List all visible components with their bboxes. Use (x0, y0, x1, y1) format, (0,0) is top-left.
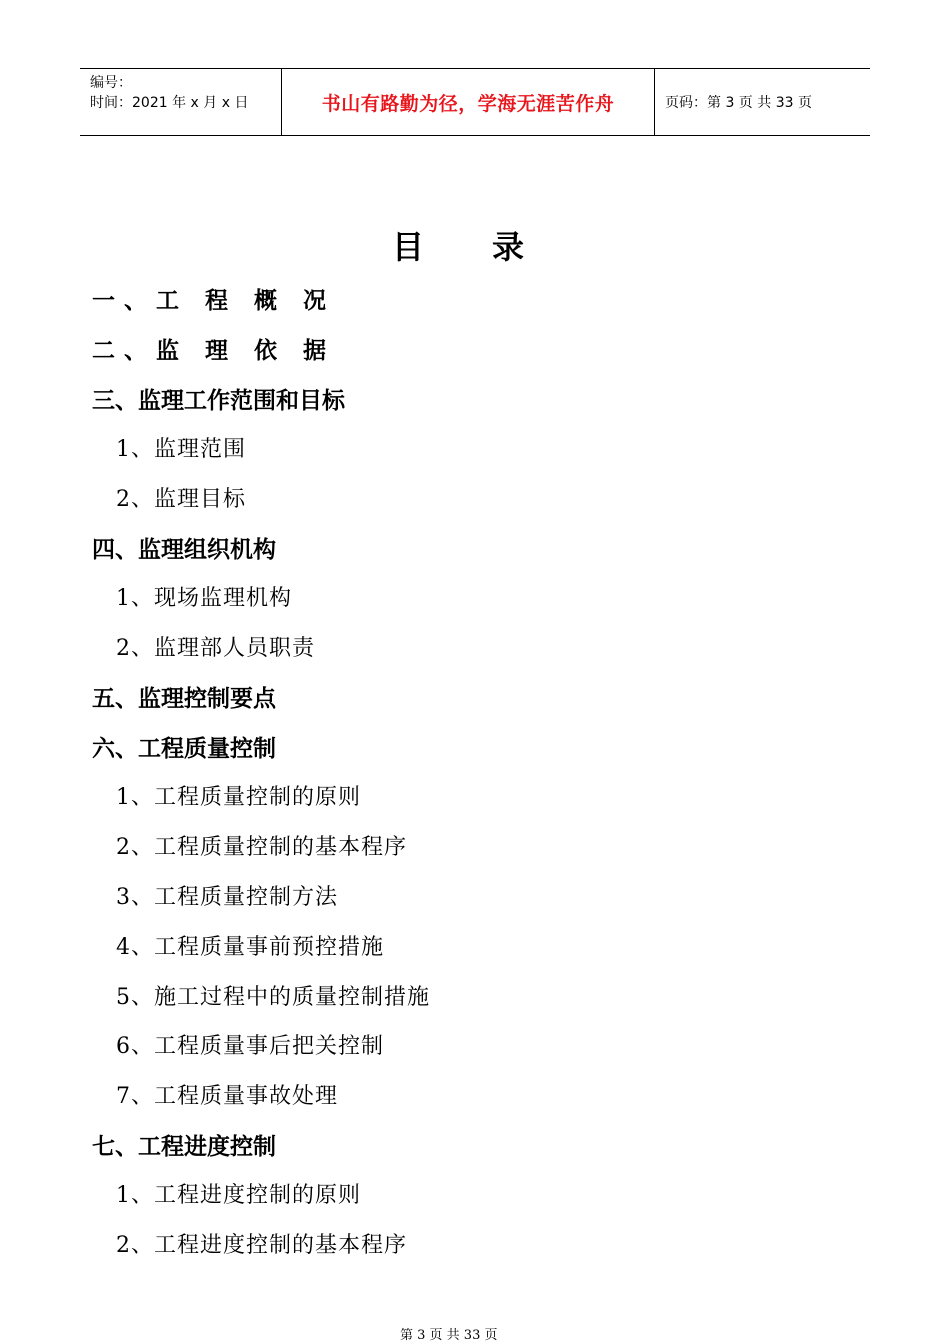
toc-entry: 七、工程进度控制 (92, 1134, 276, 1160)
toc-entry: 2、工程质量控制的基本程序 (116, 835, 407, 860)
toc-entry: 六、工程质量控制 (92, 736, 276, 762)
page-footer: 第 3 页 共 33 页 (400, 1328, 498, 1343)
toc-entry: 2、工程进度控制的基本程序 (116, 1233, 407, 1258)
document-time-label: 时间：2021 年 x 月 x 日 (90, 95, 249, 111)
toc-entry: 四、监理组织机构 (92, 537, 276, 563)
toc-entry: 2、监理部人员职责 (116, 636, 315, 661)
page-title: 目录 (391, 228, 592, 266)
toc-entry: 三、监理工作范围和目标 (92, 388, 345, 414)
toc-entry: 1、现场监理机构 (116, 586, 292, 611)
toc-entry: 一、工 程 概 况 (92, 288, 336, 314)
toc-entry: 2、监理目标 (116, 487, 246, 512)
header-page-info: 页码：第 3 页 共 33 页 (665, 95, 812, 111)
toc-entry: 1、工程质量控制的原则 (116, 785, 361, 810)
toc-entry: 1、工程进度控制的原则 (116, 1183, 361, 1208)
toc-entry: 3、工程质量控制方法 (116, 885, 338, 910)
toc-entry: 二、监 理 依 据 (92, 338, 336, 364)
toc-entry: 4、工程质量事前预控措施 (116, 935, 384, 960)
toc-entry: 5、施工过程中的质量控制措施 (116, 985, 430, 1010)
toc-entry: 五、监理控制要点 (92, 686, 276, 712)
toc-entry: 7、工程质量事故处理 (116, 1084, 338, 1109)
header-meta (80, 69, 282, 135)
header-motto: 书山有路勤为径，学海无涯苦作舟 (282, 69, 655, 135)
toc-entry: 1、监理范围 (116, 437, 246, 462)
document-number-label: 编号： (90, 75, 132, 91)
page-header (80, 68, 870, 136)
toc-entry: 6、工程质量事后把关控制 (116, 1034, 384, 1059)
